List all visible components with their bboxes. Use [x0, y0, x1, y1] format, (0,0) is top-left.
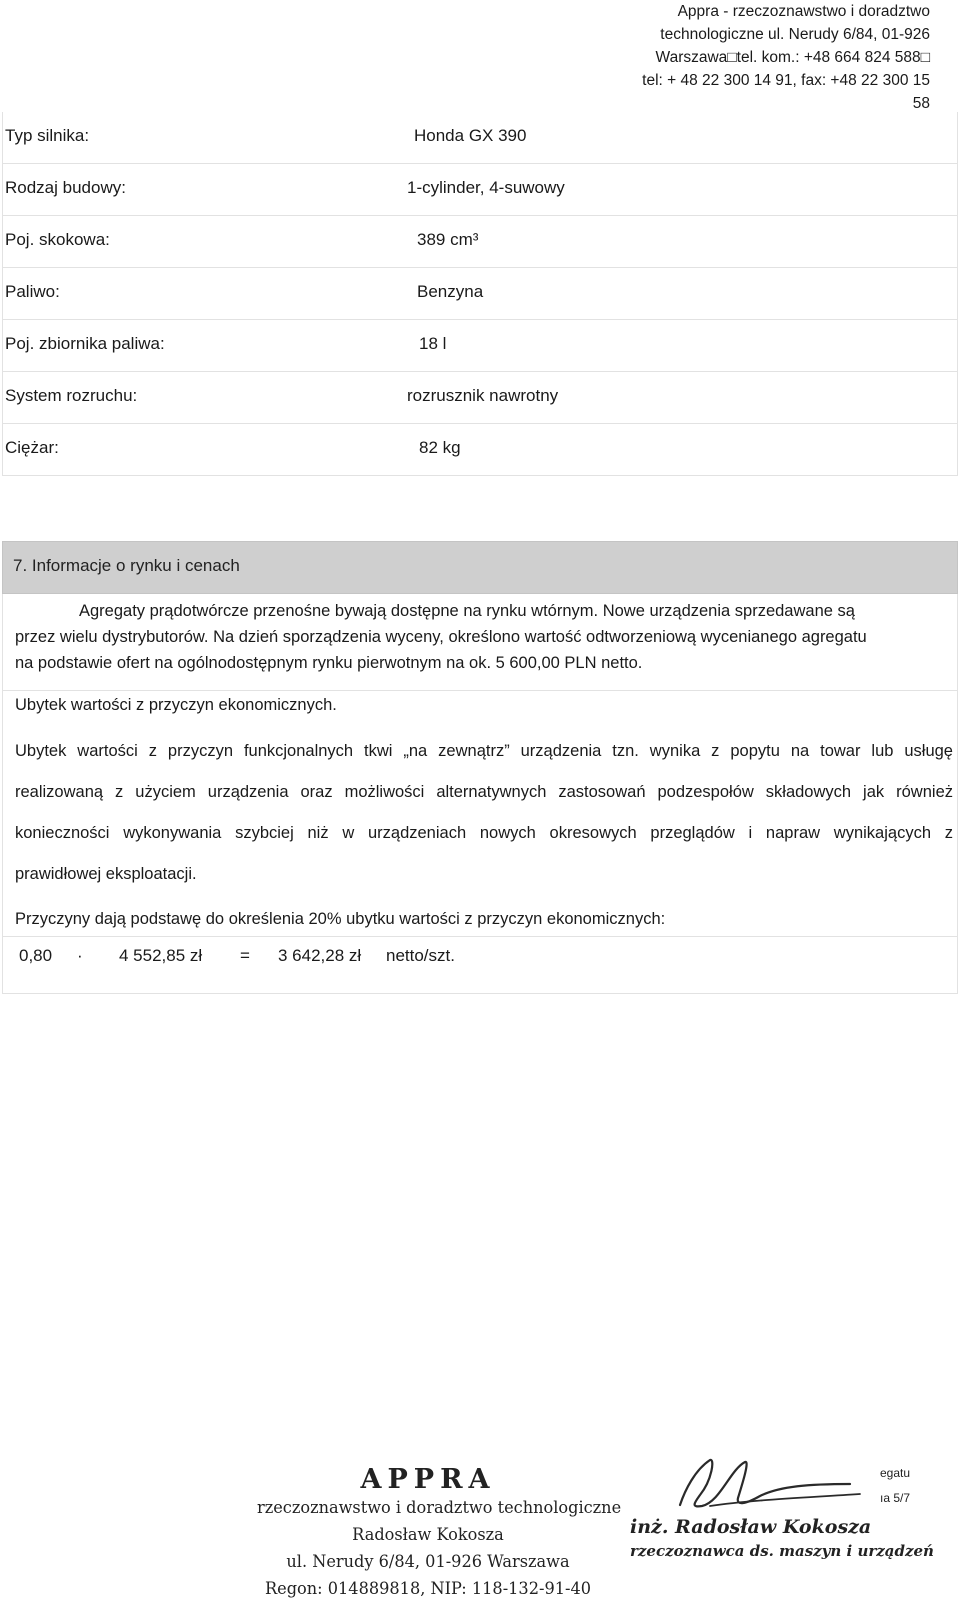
spec-value: Benzyna: [417, 282, 484, 301]
spec-value: Honda GX 390: [414, 126, 527, 145]
company-stamp: [248, 1464, 622, 1603]
spec-value: 18 l: [419, 334, 447, 353]
calc-result: 3 642,28 zł: [278, 946, 362, 965]
header-line-4: tel: + 48 22 300 14 91, fax: +48 22 300 15: [642, 72, 930, 89]
paragraph-2: Ubytek wartości z przyczyn ekonomicznych.: [15, 696, 337, 714]
spec-label: Ciężar:: [5, 438, 59, 457]
page-number: ıa 5/7: [880, 1491, 911, 1505]
page-header: [550, 0, 930, 115]
section-title: 7. Informacje o rynku i cenach: [13, 556, 240, 575]
divider: [3, 936, 957, 937]
footer-label: egatu: [880, 1466, 911, 1480]
calc-base-value: 4 552,85 zł: [119, 946, 203, 965]
spec-value: 82 kg: [419, 438, 461, 457]
spec-row-displacement: [2, 216, 958, 268]
paragraph-4: Przyczyny dają podstawę do określenia 20% ubytku wartości z przyczyn ekonomicznych:: [15, 910, 666, 928]
spec-value: rozrusznik nawrotny: [407, 386, 559, 405]
calc-unit: netto/szt.: [386, 946, 455, 965]
spec-row-tank: [2, 320, 958, 372]
paragraph-3-line-3: konieczności wykonywania szybciej niż w urządzeniach nowych okresowych przeglądów i napraw wynikających z: [15, 824, 953, 842]
spec-label: System rozruchu:: [5, 386, 138, 405]
stamp-line-4: Regon: 014889818, NIP: 118-132-91-40: [265, 1579, 591, 1599]
signature-scribble-icon: [650, 1450, 880, 1520]
paragraph-3-line-2: realizowaną z użyciem urządzenia oraz możliwości alternatywnych zastosowań podzespołów składowych jak również: [15, 783, 953, 801]
calc-equals-sign: =: [240, 946, 250, 965]
stamp-line-3: ul. Nerudy 6/84, 01-926 Warszawa: [286, 1552, 570, 1572]
paragraph-1-line-3: na podstawie ofert na ogólnodostępnym rynku pierwotnym na ok. 5 600,00 PLN netto.: [15, 654, 643, 672]
paragraph-1-line-1: Agregaty prądotwórcze przenośne bywają dostępne na rynku wtórnym. Nowe urządzenia sprzedawane są: [79, 602, 855, 620]
spec-value: 1-cylinder, 4-suwowy: [407, 178, 565, 197]
spec-label: Poj. zbiornika paliwa:: [5, 334, 165, 353]
stamp-line-1: rzeczoznawstwo i doradztwo technologiczne: [257, 1498, 622, 1518]
header-line-5: 58: [912, 95, 930, 112]
spec-row-engine-type: [2, 112, 958, 164]
paragraph-3-line-4: prawidłowej eksploatacji.: [15, 865, 197, 883]
stamp-line-2: Radosław Kokosza: [352, 1525, 504, 1545]
spec-value: 389 cm³: [417, 230, 479, 249]
paragraph-1-line-2: przez wielu dystrybutorów. Na dzień sporządzenia wyceny, określono wartość odtworzeniową wycenianego agregatu: [15, 628, 867, 646]
spec-label: Paliwo:: [5, 282, 60, 301]
section-heading: [2, 541, 958, 594]
header-line-2: technologiczne ul. Nerudy 6/84, 01-926: [660, 26, 930, 43]
spec-row-weight: [2, 424, 958, 476]
spec-table: [2, 112, 958, 476]
spec-row-fuel: [2, 268, 958, 320]
spec-row-construction: [2, 164, 958, 216]
signatory-role: rzeczoznawca ds. maszyn i urządzeń: [630, 1542, 934, 1560]
divider: [3, 690, 957, 691]
stamp-brand: APPRA: [360, 1464, 496, 1495]
signatory-name: inż. Radosław Kokosza: [630, 1516, 872, 1538]
spec-label: Typ silnika:: [5, 126, 90, 145]
spec-label: Poj. skokowa:: [5, 230, 110, 249]
spec-row-starter: [2, 372, 958, 424]
spec-label: Rodzaj budowy:: [5, 178, 126, 197]
header-line-3: Warszawa□tel. kom.: +48 664 824 588□: [655, 49, 930, 66]
calc-multiply-sign: ·: [77, 946, 83, 965]
calc-factor: 0,80: [19, 946, 53, 965]
paragraph-3-line-1: Ubytek wartości z przyczyn funkcjonalnych tkwi „na zewnątrz” urządzenia tzn. wynika z popytu na towar lub usługę: [15, 742, 953, 760]
header-line-1: Appra - rzeczoznawstwo i doradztwo: [677, 3, 930, 20]
section-body: [2, 594, 958, 994]
